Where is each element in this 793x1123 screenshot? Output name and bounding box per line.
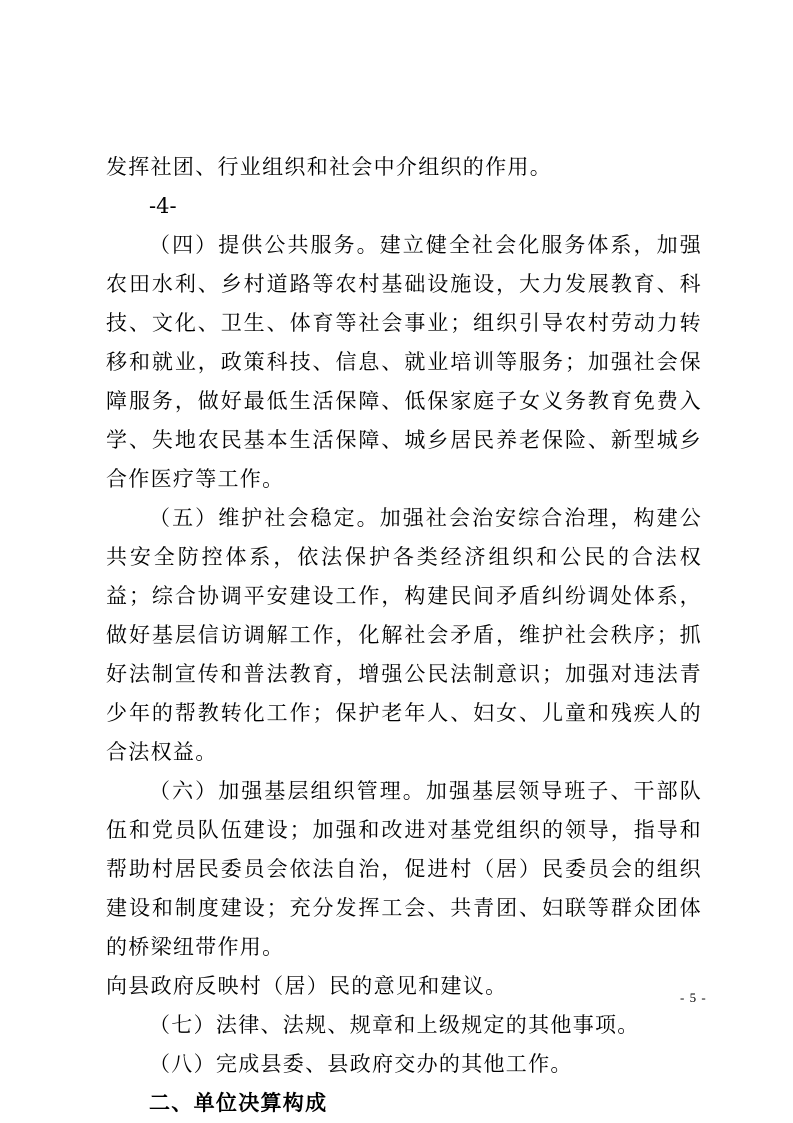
- section-heading: 二、单位决算构成: [149, 1091, 328, 1115]
- paragraph-social-stability: （五）维护社会稳定。加强社会治安综合治理，构建公共安全防控体系，依法保护各类经济组织和公民的合法权益；综合协调平安建设工作，构建民间矛盾纠纷调处体系，做好基层信访调解工作，化解社会矛盾，维护社会秩序；抓好法制宣传和普法教育，增强公民法制意识；加强对违法青少年的帮教转化工作；保护老年人、妇女、儿童和残疾人的合法权益。: [106, 506, 702, 764]
- document-body: [106, 148, 702, 1123]
- paragraph-grassroots-organization: （六）加强基层组织管理。加强基层领导班子、干部队伍和党员队伍建设；加强和改进对基党组织的领导，指导和帮助村居民委员会依法自治，促进村（居）民委员会的组织建设和制度建设；充分发挥工会、共青团、妇联等群众团体的桥梁纽带作用。: [106, 779, 702, 959]
- page-number: - 5 -: [680, 990, 707, 1005]
- paragraph-grassroots-continued: 向县政府反映村（居）民的意见和建议。: [106, 974, 508, 998]
- paragraph-public-services: （四）提供公共服务。建立健全社会化服务体系，加强农田水利、乡村道路等农村基础设施设，大力发展教育、科技、文化、卫生、体育等社会事业；组织引导农村劳动力转移和就业，政策科技、信息、就业培训等服务；加强社会保障服务，做好最低生活保障、低保家庭子女义务教育免费入学、失地农民基本生活保障、城乡居民养老保险、新型城乡合作医疗等工作。: [106, 233, 702, 491]
- inline-page-marker: -4-: [149, 194, 177, 218]
- paragraph-intro: 发挥社团、行业组织和社会中介组织的作用。: [106, 155, 552, 179]
- paragraph-laws-regulations: （七）法律、法规、规章和上级规定的其他事项。: [149, 1013, 640, 1037]
- paragraph-assigned-work: （八）完成县委、县政府交办的其他工作。: [149, 1052, 573, 1076]
